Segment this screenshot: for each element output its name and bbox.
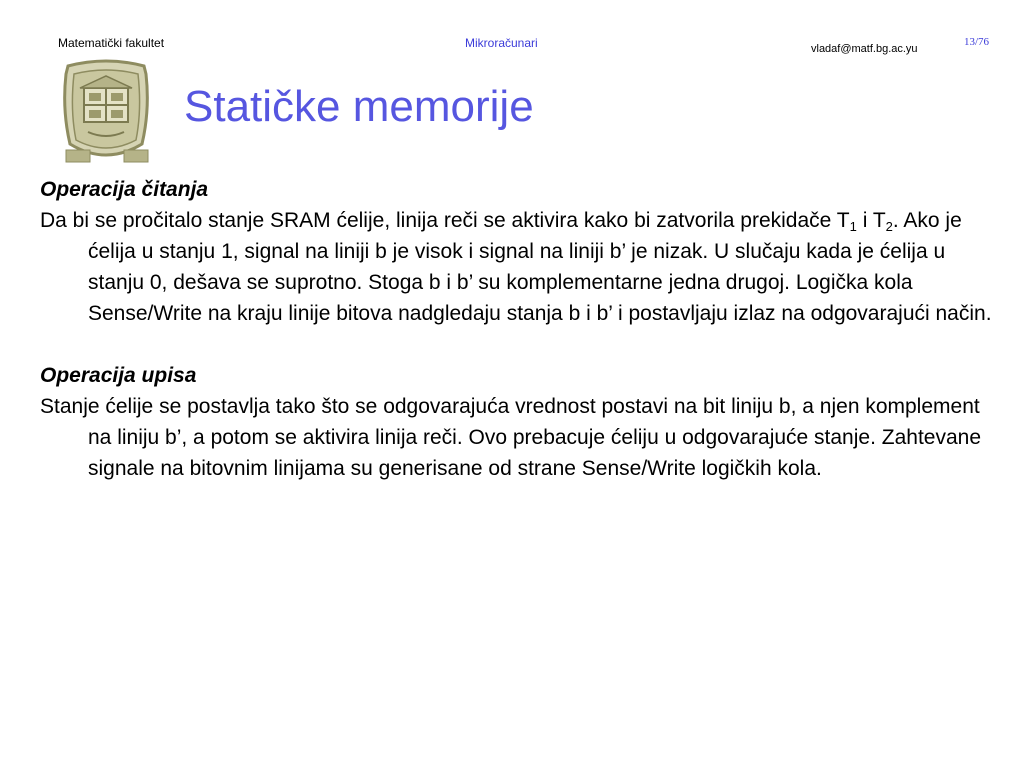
read-text-part-c: . Ako je ćelija u stanju 1, signal na liniji b je visok i signal na liniji b’ je nizak. U slučaju kada je ćelija u stanju 0, dešava se suprotno. Stoga b i b’ su komplementarne jedna drugoj. Logička kola Sense/Write na kraju linije bitova nadgledaju stanja b i b’ i postavljaju izlaz na odgovarajući način. [88, 209, 992, 325]
institution-label: Matematički fakultet [58, 36, 165, 50]
section-spacer [40, 329, 998, 360]
section-heading-read: Operacija čitanja [40, 178, 209, 201]
author-email: vladaf@matf.bg.ac.yu [811, 43, 918, 55]
slide-title: Statičke memorije [184, 82, 534, 131]
subscript-2: 2 [885, 219, 893, 234]
section-text-read [40, 205, 998, 329]
subscript-1: 1 [849, 219, 857, 234]
faculty-seal-logo [58, 54, 154, 166]
section-text-write: Stanje ćelije se postavlja tako što se odgovarajuća vrednost postavi na bit liniju b, a njen komplement na liniju b’, a potom se aktivira linija reči. Ovo prebacuje ćeliju u odgovarajuće stanje. Zahtevane signale na bitovnim linijama su generisane od strane Sense/Write logičkih kola. [40, 395, 981, 480]
read-text-part-a: Da bi se pročitalo stanje SRAM ćelije, linija reči se aktivira kako bi zatvorila prekidače T [40, 209, 850, 232]
course-label: Mikroračunari [465, 36, 538, 50]
section-heading-write: Operacija upisa [40, 364, 197, 387]
page-number: 13/76 [964, 36, 990, 48]
read-text-part-b: i T [856, 209, 886, 232]
slide-body [40, 174, 998, 484]
